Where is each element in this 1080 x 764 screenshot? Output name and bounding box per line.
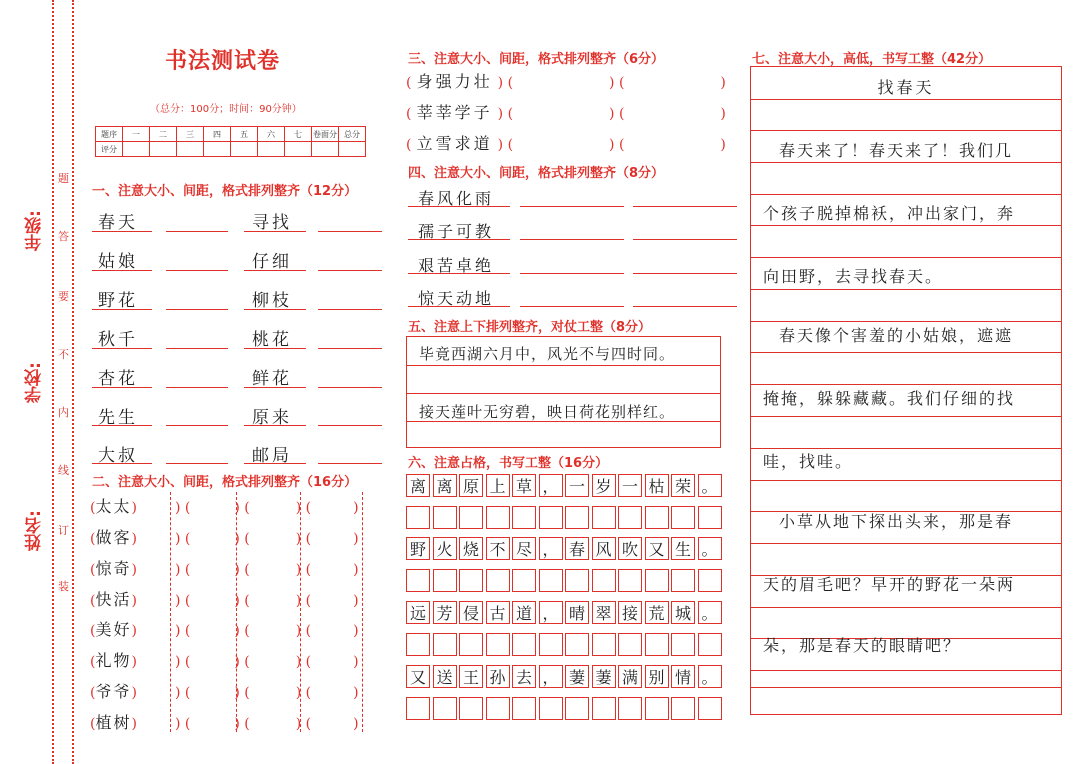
practice-cell[interactable] xyxy=(433,633,457,656)
grid-cell: 萋 xyxy=(592,665,616,688)
score-table xyxy=(95,126,366,157)
score-header: 三 xyxy=(177,127,204,142)
grid-cell: 送 xyxy=(433,665,457,688)
section-4-title: 四、注意大小、间距，格式排列整齐（8分） xyxy=(408,166,665,181)
grid-cell: 一 xyxy=(565,474,589,497)
score-header: 七 xyxy=(285,127,312,142)
grid-cell: 萋 xyxy=(565,665,589,688)
passage-line: 个孩子脱掉棉袄，冲出家门，奔 xyxy=(763,204,1016,223)
grid-cell: 岁 xyxy=(592,474,616,497)
score-cell[interactable] xyxy=(123,142,150,157)
section-5-title: 五、注意上下排列整齐，对仗工整（8分） xyxy=(408,320,652,335)
grid-cell: 孙 xyxy=(486,665,510,688)
word: 快活 xyxy=(95,590,132,609)
practice-grid-row xyxy=(406,569,724,592)
word: 孺子可教 xyxy=(418,222,495,241)
practice-cell[interactable] xyxy=(592,569,616,592)
score-cell[interactable] xyxy=(177,142,204,157)
score-cell[interactable] xyxy=(204,142,231,157)
practice-cell[interactable] xyxy=(486,569,510,592)
practice-cell[interactable] xyxy=(486,697,510,720)
seal-char: 订 xyxy=(58,524,69,537)
score-cell[interactable] xyxy=(150,142,177,157)
practice-cell[interactable] xyxy=(671,506,695,529)
grid-cell: 草 xyxy=(512,474,536,497)
word: 寻找 xyxy=(252,213,292,233)
section-2-row: (美好) ) ( ) ( ) ( ) xyxy=(90,620,359,639)
section-2-row: (植树) ) ( ) ( ) ( ) xyxy=(90,713,359,732)
practice-cell[interactable] xyxy=(486,506,510,529)
seal-char: 题 xyxy=(58,172,69,185)
word: 桃花 xyxy=(252,330,292,350)
section-3-row: ( 立雪求道 ) ( ) ( ) xyxy=(406,134,726,153)
practice-cell[interactable] xyxy=(592,633,616,656)
grid-cell: 不 xyxy=(486,537,510,560)
section-2-row: (太太) ) ( ) ( ) ( ) xyxy=(90,497,359,516)
practice-cell[interactable] xyxy=(671,633,695,656)
word: 美好 xyxy=(95,620,132,639)
grid-cell: 又 xyxy=(645,537,669,560)
grid-cell: ， xyxy=(539,474,563,497)
grid-cell: 古 xyxy=(486,601,510,624)
poem-grid-row xyxy=(406,601,724,624)
exam-info: （总分：100分；时间：90分钟） xyxy=(150,104,302,115)
word: 邮局 xyxy=(252,446,292,466)
seal-char: 线 xyxy=(58,464,69,477)
practice-cell[interactable] xyxy=(539,506,563,529)
name-label: 姓名: xyxy=(25,510,45,551)
practice-cell[interactable] xyxy=(645,506,669,529)
word: 春天 xyxy=(98,213,138,233)
practice-cell[interactable] xyxy=(433,506,457,529)
practice-cell[interactable] xyxy=(512,569,536,592)
word: 做客 xyxy=(95,528,132,547)
grid-cell: 枯 xyxy=(645,474,669,497)
word: 柳枝 xyxy=(252,291,292,311)
practice-cell[interactable] xyxy=(459,506,483,529)
grid-cell: 火 xyxy=(433,537,457,560)
poem-line: 毕竟西湖六月中，风光不与四时同。 xyxy=(419,345,676,363)
passage-line: 小草从地下探出头来，那是春 xyxy=(779,512,1014,531)
score-header: 四 xyxy=(204,127,231,142)
grid-cell: ， xyxy=(539,537,563,560)
grid-cell: 情 xyxy=(671,665,695,688)
score-header: 二 xyxy=(150,127,177,142)
practice-cell[interactable] xyxy=(671,569,695,592)
passage-title: 找春天 xyxy=(877,78,935,97)
score-cell[interactable] xyxy=(312,142,339,157)
practice-cell[interactable] xyxy=(671,697,695,720)
practice-cell[interactable] xyxy=(512,697,536,720)
practice-cell[interactable] xyxy=(592,697,616,720)
grid-cell: 远 xyxy=(406,601,430,624)
word: 大叔 xyxy=(98,446,138,466)
practice-cell[interactable] xyxy=(406,506,430,529)
word: 仔细 xyxy=(252,252,292,272)
section-7-title: 七、注意大小，高低，书写工整（42分） xyxy=(752,52,992,67)
grid-cell: 城 xyxy=(671,601,695,624)
word: 杏花 xyxy=(98,369,138,389)
seal-char: 内 xyxy=(58,406,69,419)
section-2-row: (爷爷) ) ( ) ( ) ( ) xyxy=(90,682,359,701)
passage-line: 哇，找哇。 xyxy=(763,452,854,471)
grade-label: 年级: xyxy=(25,210,45,251)
score-header: 总分 xyxy=(339,127,366,142)
grid-cell: 荒 xyxy=(645,601,669,624)
practice-cell[interactable] xyxy=(645,697,669,720)
passage-line: 春天像个害羞的小姑娘，遮遮 xyxy=(779,326,1014,345)
grid-cell: 野 xyxy=(406,537,430,560)
practice-cell[interactable] xyxy=(486,633,510,656)
page-title: 书法测试卷 xyxy=(165,48,281,74)
grid-cell: 荣 xyxy=(671,474,695,497)
grid-cell: 风 xyxy=(592,537,616,560)
practice-cell[interactable] xyxy=(565,697,589,720)
poem-grid-row xyxy=(406,474,724,497)
score-cell[interactable] xyxy=(285,142,312,157)
section-2-row: (礼物) ) ( ) ( ) ( ) xyxy=(90,651,359,670)
section-2-row: (快活) ) ( ) ( ) ( ) xyxy=(90,590,359,609)
practice-cell[interactable] xyxy=(618,633,642,656)
grid-cell: 上 xyxy=(486,474,510,497)
practice-cell[interactable] xyxy=(565,506,589,529)
binding-dotted-line-left xyxy=(52,0,54,764)
grid-cell: 。 xyxy=(698,665,722,688)
practice-cell[interactable] xyxy=(459,633,483,656)
grid-cell: 芳 xyxy=(433,601,457,624)
score-header: 五 xyxy=(231,127,258,142)
grid-cell: 离 xyxy=(406,474,430,497)
school-label: 学校: xyxy=(25,362,45,403)
section-2-title: 二、注意大小、间距，格式排列整齐（16分） xyxy=(92,475,358,490)
word: 鲜花 xyxy=(252,369,292,389)
grid-cell: 离 xyxy=(433,474,457,497)
word: 惊奇 xyxy=(95,559,132,578)
section-3-row: ( 莘莘学子 ) ( ) ( ) xyxy=(406,103,726,122)
grid-cell: 春 xyxy=(565,537,589,560)
seal-char: 答 xyxy=(58,230,69,243)
practice-cell[interactable] xyxy=(645,569,669,592)
section-1-title: 一、注意大小、间距，格式排列整齐（12分） xyxy=(92,184,358,199)
section-2-row: (惊奇) ) ( ) ( ) ( ) xyxy=(90,559,359,578)
score-header: 一 xyxy=(123,127,150,142)
passage-line: 朵，那是春天的眼睛吧？ xyxy=(763,636,962,655)
passage-line: 春天来了！春天来了！我们几 xyxy=(779,141,1014,160)
word: 野花 xyxy=(98,291,138,311)
grid-cell: 满 xyxy=(618,665,642,688)
grid-cell: 别 xyxy=(645,665,669,688)
section-3-row: ( 身强力壮 ) ( ) ( ) xyxy=(406,72,726,91)
binding-dotted-line-right xyxy=(72,0,74,764)
seal-char: 装 xyxy=(58,580,69,593)
word: 艰苦卓绝 xyxy=(418,256,495,275)
word: 礼物 xyxy=(95,651,132,670)
word: 春风化雨 xyxy=(418,189,495,208)
grid-cell: 翠 xyxy=(592,601,616,624)
practice-cell[interactable] xyxy=(433,697,457,720)
practice-cell[interactable] xyxy=(539,633,563,656)
passage-line: 向田野，去寻找春天。 xyxy=(763,267,944,286)
practice-cell[interactable] xyxy=(698,506,722,529)
word: 立雪求道 xyxy=(416,134,493,153)
practice-cell[interactable] xyxy=(459,697,483,720)
grid-cell: 接 xyxy=(618,601,642,624)
grid-cell: 。 xyxy=(698,537,722,560)
grid-cell: 。 xyxy=(698,474,722,497)
practice-cell[interactable] xyxy=(618,697,642,720)
grid-cell: 王 xyxy=(459,665,483,688)
practice-cell[interactable] xyxy=(539,569,563,592)
practice-cell[interactable] xyxy=(512,633,536,656)
seal-char: 要 xyxy=(58,290,69,303)
grid-cell: 一 xyxy=(618,474,642,497)
seal-char: 不 xyxy=(58,348,69,361)
grid-cell: ， xyxy=(539,665,563,688)
score-cell[interactable] xyxy=(258,142,285,157)
word: 植树 xyxy=(95,713,132,732)
word: 秋千 xyxy=(98,330,138,350)
practice-cell[interactable] xyxy=(698,633,722,656)
practice-cell[interactable] xyxy=(459,569,483,592)
poem-grid-row xyxy=(406,537,724,560)
score-cell[interactable] xyxy=(231,142,258,157)
word: 爷爷 xyxy=(95,682,132,701)
passage-line: 天的眉毛吧？早开的野花一朵两 xyxy=(763,575,1016,594)
grid-cell: ， xyxy=(539,601,563,624)
practice-cell[interactable] xyxy=(618,569,642,592)
section-7-box xyxy=(750,66,1062,715)
practice-grid-row xyxy=(406,506,724,529)
word: 莘莘学子 xyxy=(416,103,493,122)
poem-grid-row xyxy=(406,665,724,688)
practice-cell[interactable] xyxy=(406,697,430,720)
score-row-label: 评分 xyxy=(96,142,123,157)
practice-grid-row xyxy=(406,697,724,720)
grid-cell: 尽 xyxy=(512,537,536,560)
practice-cell[interactable] xyxy=(406,569,430,592)
grid-cell: 晴 xyxy=(565,601,589,624)
practice-grid-row xyxy=(406,633,724,656)
practice-cell[interactable] xyxy=(433,569,457,592)
grid-cell: 又 xyxy=(406,665,430,688)
practice-cell[interactable] xyxy=(565,569,589,592)
grid-cell: 原 xyxy=(459,474,483,497)
poem-line: 接天莲叶无穷碧，映日荷花别样红。 xyxy=(419,403,676,421)
practice-cell[interactable] xyxy=(698,569,722,592)
section-5-box xyxy=(406,336,721,448)
word: 原来 xyxy=(252,408,292,428)
practice-cell[interactable] xyxy=(645,633,669,656)
practice-cell[interactable] xyxy=(698,697,722,720)
practice-cell[interactable] xyxy=(565,633,589,656)
practice-cell[interactable] xyxy=(539,697,563,720)
word: 先生 xyxy=(98,408,138,428)
word: 身强力壮 xyxy=(416,72,493,91)
grid-cell: 烧 xyxy=(459,537,483,560)
practice-cell[interactable] xyxy=(592,506,616,529)
score-cell[interactable] xyxy=(339,142,366,157)
grid-cell: 吹 xyxy=(618,537,642,560)
grid-cell: 道 xyxy=(512,601,536,624)
score-header: 卷面分 xyxy=(312,127,339,142)
practice-cell[interactable] xyxy=(406,633,430,656)
practice-cell[interactable] xyxy=(618,506,642,529)
grid-cell: 侵 xyxy=(459,601,483,624)
word: 惊天动地 xyxy=(418,289,495,308)
score-header: 六 xyxy=(258,127,285,142)
grid-cell: 去 xyxy=(512,665,536,688)
section-3-title: 三、注意大小、间距，格式排列整齐（6分） xyxy=(408,52,665,67)
passage-line: 掩掩，躲躲藏藏。我们仔细的找 xyxy=(763,389,1016,408)
practice-cell[interactable] xyxy=(512,506,536,529)
grid-cell: 生 xyxy=(671,537,695,560)
section-6-title: 六、注意占格，书写工整（16分） xyxy=(408,456,609,471)
grid-cell: 。 xyxy=(698,601,722,624)
word: 太太 xyxy=(95,497,132,516)
score-header: 题序 xyxy=(96,127,123,142)
word: 姑娘 xyxy=(98,252,138,272)
section-2-row: (做客) ) ( ) ( ) ( ) xyxy=(90,528,359,547)
